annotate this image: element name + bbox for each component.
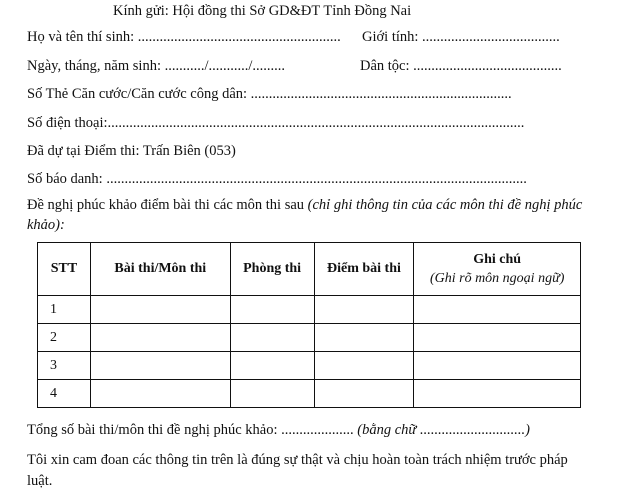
subject-cell[interactable] <box>90 352 230 380</box>
header-note-subtitle: (Ghi rõ môn ngoại ngữ) <box>429 270 565 286</box>
score-cell[interactable] <box>314 296 414 324</box>
ethnicity-field[interactable]: Dân tộc: ......................................... <box>360 58 562 74</box>
declaration-text-continued: luật. <box>27 473 53 489</box>
header-score: Điểm bài thi <box>314 243 414 296</box>
phone-field[interactable]: Số điện thoại:................................................................................................................... <box>27 115 525 131</box>
score-cell[interactable] <box>314 380 414 408</box>
candidate-name-field[interactable]: Họ và tên thí sinh: ........................................................ <box>27 29 341 45</box>
row-number: 3 <box>38 352 91 380</box>
header-stt: STT <box>38 243 91 296</box>
row-number: 1 <box>38 296 91 324</box>
note-cell[interactable] <box>414 296 581 324</box>
request-statement <box>27 196 582 214</box>
exam-site: Đã dự tại Điểm thi: Trấn Biên (053) <box>27 143 236 159</box>
room-cell[interactable] <box>230 352 314 380</box>
subject-cell[interactable] <box>90 380 230 408</box>
date-of-birth-field[interactable]: Ngày, tháng, năm sinh: .........../.........../......... <box>27 58 286 74</box>
table-row <box>38 380 581 408</box>
subject-cell[interactable] <box>90 324 230 352</box>
table-row <box>38 296 581 324</box>
row-number: 2 <box>38 324 91 352</box>
recipient-greeting: Kính gửi: Hội đồng thi Sở GD&ĐT Tỉnh Đồng Nai <box>113 3 412 19</box>
review-table <box>37 242 581 408</box>
total-requests-field[interactable] <box>27 421 530 439</box>
citizen-id-field[interactable]: Số Thẻ Căn cước/Căn cước công dân: ........................................................................ <box>27 86 512 102</box>
declaration-text: Tôi xin cam đoan các thông tin trên là đúng sự thật và chịu hoàn toàn trách nhiệm trước pháp <box>27 452 568 468</box>
header-subject: Bài thi/Môn thi <box>90 243 230 296</box>
note-cell[interactable] <box>414 324 581 352</box>
room-cell[interactable] <box>230 324 314 352</box>
note-cell[interactable] <box>414 380 581 408</box>
request-text: Đề nghị phúc khảo điểm bài thi các môn thi sau <box>27 197 308 213</box>
score-cell[interactable] <box>314 324 414 352</box>
header-note <box>414 243 581 296</box>
request-note: (chỉ ghi thông tin của các môn thi đề nghị phúc <box>307 197 583 213</box>
total-requests-label: Tổng số bài thi/môn thi đề nghị phúc khảo: .................... <box>27 422 358 438</box>
subject-cell[interactable] <box>90 296 230 324</box>
header-room: Phòng thi <box>230 243 314 296</box>
room-cell[interactable] <box>230 296 314 324</box>
total-in-words: (bằng chữ .............................) <box>357 422 530 438</box>
table-row <box>38 324 581 352</box>
table-header-row <box>38 243 581 296</box>
score-cell[interactable] <box>314 352 414 380</box>
note-cell[interactable] <box>414 352 581 380</box>
gender-field[interactable]: Giới tính: ...................................... <box>362 29 560 45</box>
request-note-continued: khảo): <box>27 217 65 233</box>
room-cell[interactable] <box>230 380 314 408</box>
candidate-number-field[interactable]: Số báo danh: .................................................................................................................... <box>27 171 527 187</box>
table-row <box>38 352 581 380</box>
header-note-title: Ghi chú <box>473 251 522 267</box>
row-number: 4 <box>38 380 91 408</box>
